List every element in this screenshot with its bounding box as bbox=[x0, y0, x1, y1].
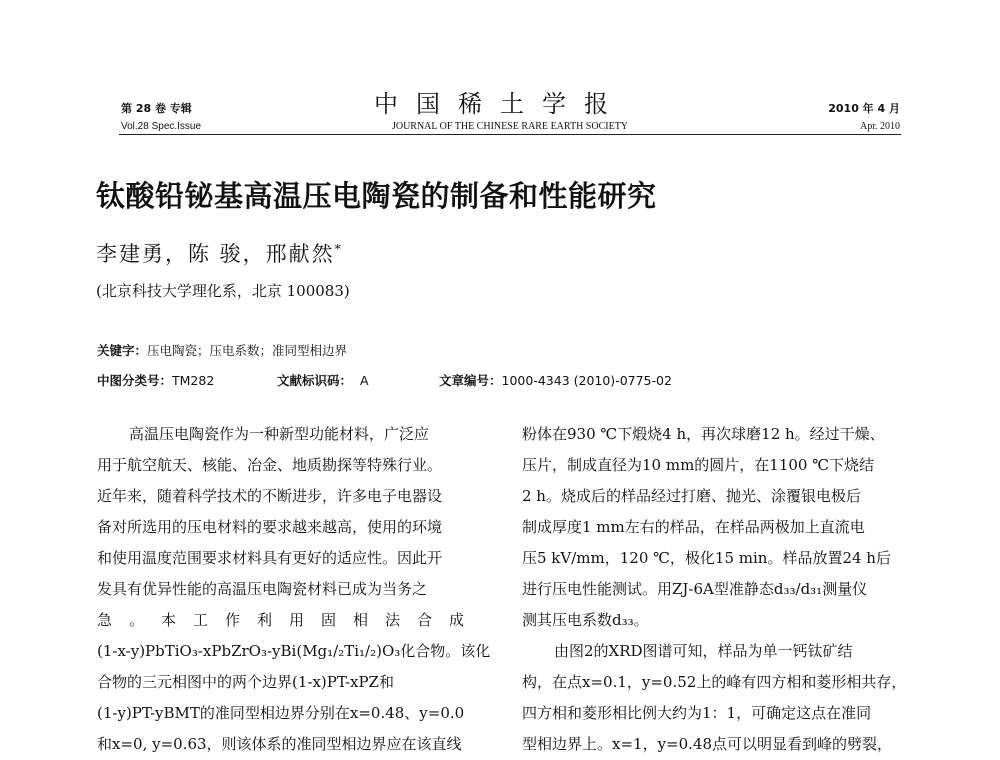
author-list bbox=[96, 238, 343, 268]
body-line: 进行压电性能测试。用ZJ-6A型准静态d₃₃/d₃₁测量仪 bbox=[522, 580, 868, 598]
body-line: 发具有优异性能的高温压电陶瓷材料已成为当务之 bbox=[97, 580, 428, 598]
clc-label: 中图分类号： bbox=[97, 373, 173, 388]
clc-group bbox=[97, 373, 214, 388]
body-column-left bbox=[97, 419, 497, 760]
issue-date-en: Apr. 2010 bbox=[860, 121, 900, 132]
body-line: 制成厚度1 mm左右的样品，在样品两极加上直流电 bbox=[522, 518, 865, 536]
body-column-right bbox=[522, 419, 922, 760]
body-line: 由图2的XRD图谱可知，样品为单一钙钛矿结 bbox=[554, 642, 853, 660]
body-line: 2 h。烧成后的样品经过打磨、抛光、涂覆银电极后 bbox=[522, 487, 861, 505]
body-line: 压片，制成直径为10 mm的圆片，在1100 ℃下烧结 bbox=[522, 456, 875, 474]
body-line: 急。本工作利用固相法合成 bbox=[97, 611, 482, 629]
keywords-label: 关键字： bbox=[97, 343, 148, 358]
journal-title-cn: 中国稀土学报 bbox=[374, 90, 626, 118]
body-line: 压5 kV/mm，120 ℃，极化15 min。样品放置24 h后 bbox=[522, 549, 891, 567]
body-line: 合物的三元相图中的两个边界(1-x)PT-xPZ和 bbox=[97, 673, 394, 691]
article-number-group bbox=[439, 371, 672, 389]
body-line: 高温压电陶瓷作为一种新型功能材料，广泛应 bbox=[129, 425, 430, 443]
corresponding-author-mark: * bbox=[334, 242, 343, 256]
body-line: 构，在点x=0.1，y=0.52上的峰有四方相和菱形相共存， bbox=[522, 673, 907, 691]
body-line: 四方相和菱形相比例大约为1：1，可确定这点在准同 bbox=[522, 704, 872, 722]
body-line: 粉体在930 ℃下煅烧4 h，再次球磨12 h。经过干燥、 bbox=[522, 425, 885, 443]
keywords-text: 压电陶瓷；压电系数；准同型相边界 bbox=[147, 343, 348, 358]
body-line: 型相边界上。x=1，y=0.48点可以明显看到峰的劈裂， bbox=[522, 735, 893, 753]
issue-date-cn: 2010 年 4 月 bbox=[828, 102, 900, 115]
body-line: (1-y)PT-yBMT的准同型相边界分别在x=0.48、y=0.0 bbox=[97, 704, 465, 722]
body-line: 和使用温度范围要求材料具有更好的适应性。因此开 bbox=[97, 549, 443, 567]
body-line: 近年来，随着科学技术的不断进步，许多电子电器设 bbox=[97, 487, 443, 505]
keywords bbox=[97, 341, 347, 359]
journal-title-en: JOURNAL OF THE CHINESE RARE EARTH SOCIETY bbox=[391, 121, 629, 132]
body-line: 用于航空航天、核能、冶金、地质勘探等特殊行业。 bbox=[97, 456, 443, 474]
doc-code-group bbox=[277, 371, 369, 389]
author-names: 李建勇，陈 骏，邢献然 bbox=[96, 242, 335, 266]
article-title: 钛酸铅铋基高温压电陶瓷的制备和性能研究 bbox=[96, 179, 657, 213]
doc-code-value: A bbox=[359, 373, 369, 388]
body-line: 备对所选用的压电材料的要求越来越高，使用的环境 bbox=[97, 518, 443, 536]
volume-issue-en: Vol.28 Spec.Issue bbox=[121, 121, 202, 132]
volume-issue-cn: 第 28 卷 专辑 bbox=[121, 102, 192, 115]
article-number-value: 1000-4343 (2010)-0775-02 bbox=[501, 373, 672, 388]
clc-value: TM282 bbox=[172, 373, 215, 388]
affiliation: (北京科技大学理化系，北京 100083) bbox=[96, 282, 350, 300]
body-line: 测其压电系数d₃₃。 bbox=[522, 611, 649, 629]
classification-line bbox=[97, 371, 672, 389]
doc-code-label: 文献标识码： bbox=[277, 373, 353, 388]
body-line: (1-x-y)PbTiO₃-xPbZrO₃-yBi(Mg₁/₂Ti₁/₂)O₃化合物。该化 bbox=[97, 642, 491, 660]
body-line: 和x=0, y=0.63，则该体系的准同型相边界应在该直线 bbox=[97, 735, 462, 753]
article-number-label: 文章编号： bbox=[439, 373, 502, 388]
header-rule bbox=[119, 134, 901, 135]
